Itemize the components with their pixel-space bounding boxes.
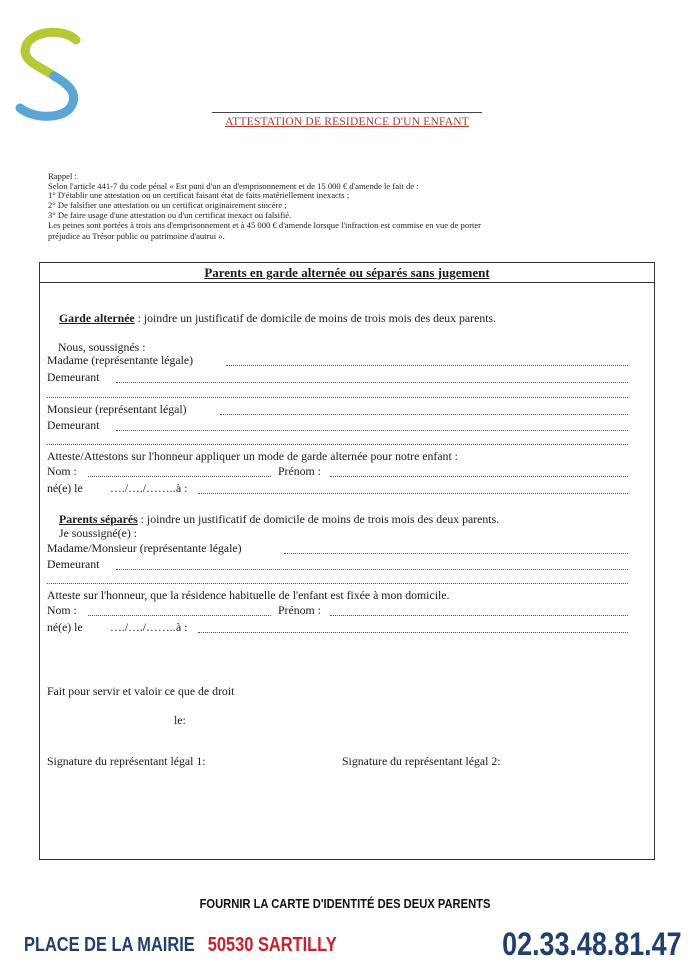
atteste-separes-text: Atteste sur l'honneur, que la résidence habituelle de l'enfant est fixée à mon domicile. xyxy=(47,588,450,602)
parents-separes-label: Parents séparés xyxy=(59,512,138,526)
demeurant-field-line2[interactable] xyxy=(47,397,628,398)
prenom-label: Prénom : xyxy=(278,464,321,478)
legal-reminder xyxy=(48,172,648,242)
monsieur-label: Monsieur (représentant légal) xyxy=(47,402,187,416)
nom-field[interactable] xyxy=(88,615,271,616)
madame-label: Madame (représentante légale) xyxy=(47,353,194,367)
rappel-line: 2° De falsifier une attestation ou un certificat originairement sincère ; xyxy=(48,200,287,211)
prenom-field[interactable] xyxy=(330,476,628,477)
signature-2-label: Signature du représentant légal 2: xyxy=(342,754,501,768)
demeurant-label: Demeurant xyxy=(47,370,100,384)
nom-label: Nom : xyxy=(47,603,77,617)
prenom-label: Prénom : xyxy=(278,603,321,617)
madame-monsieur-label: Madame/Monsieur (représentante légale) xyxy=(47,541,242,555)
nom-label: Nom : xyxy=(47,464,77,478)
form-heading: Parents en garde alternée ou séparés sans jugement xyxy=(204,265,490,280)
garde-alternee-text: : joindre un justificatif de domicile de moins de trois mois des deux parents. xyxy=(134,311,497,325)
demeurant-label: Demeurant xyxy=(47,557,100,571)
atteste-garde-text: Atteste/Attestons sur l'honneur appliquer un mode de garde alternée pour notre enfant : xyxy=(47,449,458,463)
fait-pour-servir: Fait pour servir et valoir ce que de droit xyxy=(47,684,235,698)
madame-field[interactable] xyxy=(226,365,628,366)
title-rule xyxy=(212,112,482,113)
garde-alternee-instruction xyxy=(59,311,496,326)
demeurant-field-line2[interactable] xyxy=(47,444,628,445)
rappel-line: Selon l'article 441-7 du code pénal « Est puni d'un an d'emprisonnement et de 15 000 € d'amende le fait de : xyxy=(48,180,419,191)
birth-place-field[interactable] xyxy=(198,632,628,633)
document-title: ATTESTATION DE RESIDENCE D'UN ENFANT xyxy=(225,116,469,128)
footer-address xyxy=(24,934,337,957)
garde-alternee-label: Garde alternée xyxy=(59,311,135,325)
demeurant-label: Demeurant xyxy=(47,418,100,432)
rappel-line: 1° D'établir une attestation ou un certificat faisant état de faits matériellement inexacts ; xyxy=(48,190,350,201)
a-label: à : xyxy=(176,620,188,634)
city-text: 50530 SARTILLY xyxy=(207,934,337,956)
phone-number: 02.33.48.81.47 xyxy=(502,926,682,962)
rappel-line: Les peines sont portées à trois ans d'emprisonnement et à 45 000 € d'amende lorsque l'infraction est commise en vue de porter xyxy=(48,219,482,230)
demeurant-field[interactable] xyxy=(116,382,628,383)
rappel-line: Rappel : xyxy=(48,171,77,181)
nous-soussignes: Nous, soussignés : xyxy=(58,340,146,354)
madame-monsieur-field[interactable] xyxy=(284,553,628,554)
le-label: le: xyxy=(174,713,186,727)
birth-place-field[interactable] xyxy=(198,493,628,494)
demeurant-field[interactable] xyxy=(116,569,628,570)
address-text: PLACE DE LA MAIRIE xyxy=(24,934,195,956)
birth-date-field[interactable]: …./…./…….. xyxy=(110,620,176,634)
birth-date-field[interactable]: …./…./…….. xyxy=(110,481,176,495)
ne-le-label: né(e) le xyxy=(47,620,83,634)
rappel-line: 3° De faire usage d'une attestation ou d'un certificat inexact ou falsifié. xyxy=(48,209,292,220)
footer-note: FOURNIR LA CARTE D'IDENTITÉ DES DEUX PARENTS xyxy=(199,896,491,911)
demeurant-field-line2[interactable] xyxy=(47,583,628,584)
rappel-line: préjudice au Trésor public ou patrimoine d'autrui ». xyxy=(48,231,225,242)
prenom-field[interactable] xyxy=(330,615,628,616)
form-box xyxy=(39,262,655,860)
ne-le-label: né(e) le xyxy=(47,481,83,495)
demeurant-field[interactable] xyxy=(116,430,628,431)
s-logo-icon xyxy=(14,26,84,124)
heading-rule xyxy=(40,282,654,283)
nom-field[interactable] xyxy=(88,476,271,477)
je-soussigne: Je soussigné(e) : xyxy=(59,526,137,540)
a-label: à : xyxy=(176,481,188,495)
monsieur-field[interactable] xyxy=(220,414,628,415)
title-block xyxy=(212,112,482,128)
parents-separes-text: : joindre un justificatif de domicile de moins de trois mois des deux parents. xyxy=(137,512,500,526)
signature-1-label: Signature du représentant légal 1: xyxy=(47,754,206,768)
parents-separes-instruction xyxy=(59,512,499,527)
